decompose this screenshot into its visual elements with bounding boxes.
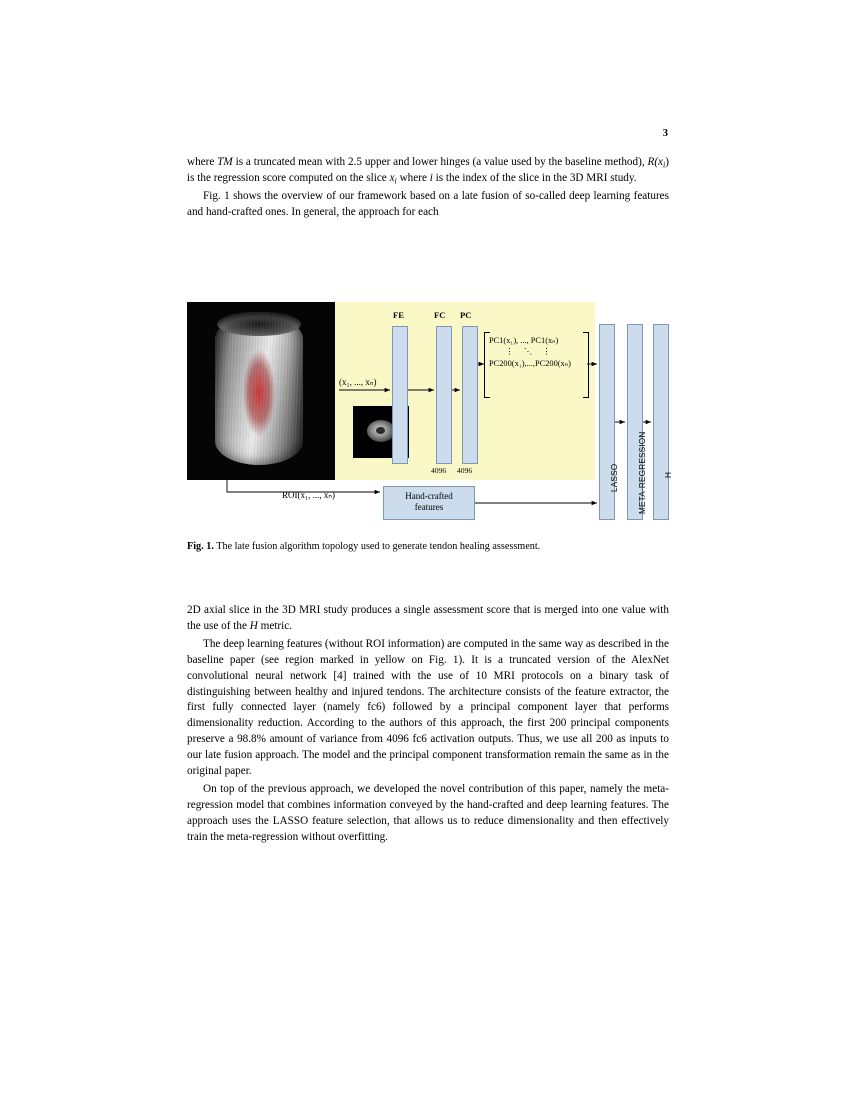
text-fragment: is a truncated mean with 2.5 upper and lower hinges (a value used by the baseline method), — [232, 156, 648, 168]
label-meta-regression: META-REGRESSION — [638, 431, 647, 514]
matrix-row-1: PC1(x₁), ..., PC1(xₙ) — [489, 336, 559, 345]
label-fc: FC — [434, 310, 446, 320]
text-fragment: where — [187, 156, 218, 168]
upper-text-block — [187, 155, 669, 221]
paragraph-fig-overview: Fig. 1 shows the overview of our framework based on a late fusion of so-called deep learning features and hand-crafted ones. In general, the approach for each — [187, 189, 669, 218]
math-r: R(x — [647, 156, 664, 168]
figure-caption — [187, 540, 669, 554]
text-fragment: metric. — [257, 619, 293, 632]
label-fe: FE — [393, 310, 404, 320]
text-fragment: ) is the regression score computed on the slice — [187, 156, 669, 184]
lower-text-block — [187, 603, 669, 846]
math-r-subscript: i — [663, 160, 666, 170]
math-x: x — [389, 171, 395, 184]
paragraph-2d-axial — [187, 603, 669, 635]
math-tm: TM — [217, 156, 233, 168]
figure-1 — [187, 302, 673, 530]
matrix-row-3: PC200(x₁),...,PC200(xₙ) — [489, 358, 571, 368]
text-fragment: 2D axial slice in the 3D MRI study produces a single assessment score that is merged into one value with the use of the — [187, 604, 669, 632]
handcrafted-label-line2: features — [414, 501, 444, 512]
paragraph-where-tm — [187, 155, 669, 187]
math-i: i — [429, 171, 433, 184]
matrix-row-2: ⋮ ⋱ ⋮ — [505, 347, 555, 357]
figure-caption-label: Fig. 1. — [187, 541, 214, 552]
page-number: 3 — [662, 128, 668, 139]
math-x-subscript: i — [394, 176, 397, 186]
label-input-slices: (x₁, ..., xₙ) — [339, 377, 377, 387]
label-pc: PC — [460, 310, 472, 320]
label-dim-pc: 4096 — [457, 466, 473, 475]
label-dim-fc: 4096 — [431, 466, 447, 475]
paragraph-meta-regression: On top of the previous approach, we developed the novel contribution of this paper, namely the meta-regression model that combines information conveyed by the hand-crafted and deep learning features. The approach uses the LASSO feature selection, that allows us to reduce dimensionality and then effectively train the meta-regression without overfitting. — [187, 782, 669, 843]
figure-arrows — [187, 302, 669, 530]
text-fragment: where — [396, 171, 430, 184]
label-roi: ROI(x₁, ..., xₙ) — [282, 490, 335, 500]
math-h: H — [249, 619, 258, 632]
figure-caption-text: The late fusion algorithm topology used to generate tendon healing assessment. — [216, 541, 541, 552]
label-lasso: LASSO — [610, 463, 619, 492]
text-fragment: is the index of the slice in the 3D MRI study. — [432, 171, 637, 184]
label-h: H — [664, 471, 673, 478]
paragraph-deep-features: The deep learning features (without ROI information) are computed in the same way as described in the baseline paper (see region marked in yellow on Fig. 1). It is a truncated version of the AlexNet convolutional neural network [4] trained with the use of 10 MRI protocols on a binary task of distinguishing between healthy and injured tendons. The architecture consists of the feature extractor, the first fully connected layer (namely fc6) followed by a principal component layer that performs dimensionality reduction. According to the authors of this approach, the first 200 principal components preserve a 98.8% amount of variance from 4096 fc6 activation outputs. Thus, we use all 200 as inputs to our late fusion approach. The model and the principal component transformation remain the same as in the original paper. — [187, 637, 669, 778]
handcrafted-label-line1: Hand-crafted — [405, 491, 453, 501]
